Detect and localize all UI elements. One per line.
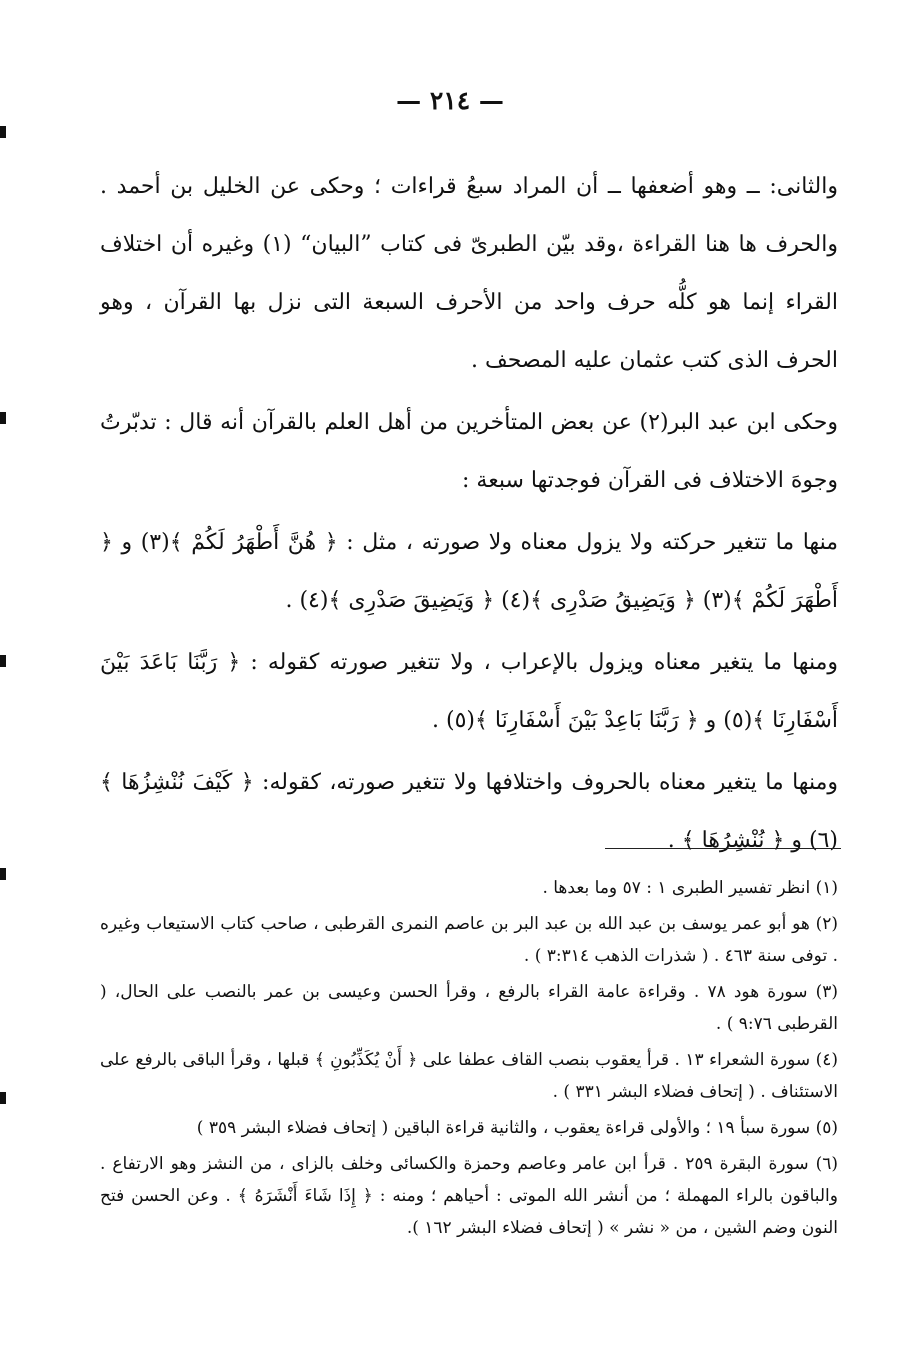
- page-number: — ٢١٤ —: [396, 86, 504, 115]
- paragraph: منها ما تتغير حركته ولا يزول معناه ولا صورته ، مثل : ﴿ هُنَّ أَطْهَرُ لَكُمْ ﴾(٣) و ﴿ أَطْهَرَ لَكُمْ ﴾(٣) ﴿ وَيَضِيقُ صَدْرِى ﴾(٤) ﴿ وَيَضِيقَ صَدْرِى ﴾(٤) .: [100, 530, 838, 613]
- scan-edge-mark: [0, 655, 6, 667]
- footnote: (٦) سورة البقرة ٢٥٩ . قرأ ابن عامر وعاصم وحمزة والكسائى وخلف بالزاى ، من النشز وهو الارتفاع . والباقون بالراء المهملة ؛ من أنشر الله الموتى : أحياهم ؛ ومنه : ﴿ إِذَا شَاءَ أَنْشَرَهُ ﴾ . وعن الحسن فتح النون وضم الشين ، من « نشر » ( إتحاف فضلاء البشر ١٦٢ ).: [100, 1154, 838, 1238]
- main-text: [100, 158, 838, 874]
- scan-edge-mark: [0, 412, 6, 424]
- footnote: (١) انظر تفسير الطبرى ١ : ٥٧ وما بعدها .: [542, 878, 838, 898]
- paragraph: وحكى ابن عبد البر(٢) عن بعض المتأخرين من أهل العلم بالقرآن أنه قال : تدبّرتُ وجوهَ الاختلاف فى القرآن فوجدتها سبعة :: [100, 410, 838, 493]
- footnote: (٤) سورة الشعراء ١٣ . قرأ يعقوب بنصب القاف عطفا على ﴿ أَنْ يُكَذِّبُونِ ﴾ قبلها ، وقرأ الباقى بالرفع على الاستئناف . ( إتحاف فضلاء البشر ٣٣١ ) .: [100, 1050, 838, 1102]
- footnote-separator: [605, 848, 841, 849]
- paragraph: ومنها ما يتغير معناه بالحروف واختلافها ولا تتغير صورته، كقوله: ﴿ كَيْفَ نُنْشِزُهَا ﴾(٦) و ﴿ نُنْشِرُهَا ﴾ .: [100, 770, 838, 853]
- scan-edge-mark: [0, 1092, 6, 1104]
- footnotes: [100, 872, 838, 1248]
- paragraph: ومنها ما يتغير معناه ويزول بالإعراب ، ولا تتغير صورته كقوله : ﴿ رَبَّنَا بَاعَدَ بَيْنَ أَسْفَارِنَا ﴾(٥) و ﴿ رَبَّنَا بَاعِدْ بَيْنَ أَسْفَارِنَا ﴾(٥) .: [100, 650, 838, 733]
- scan-edge-mark: [0, 126, 6, 138]
- footnote: (٣) سورة هود ٧٨ . وقراءة عامة القراء بالرفع ، وقرأ الحسن وعيسى بن عمر بالنصب على الحال، ( القرطبى ٩:٧٦ ) .: [100, 982, 838, 1034]
- footnote: (٢) هو أبو عمر يوسف بن عبد الله بن عبد البر بن عاصم النمرى القرطبى ، صاحب كتاب الاستيعاب وغيره . توفى سنة ٤٦٣ . ( شذرات الذهب ٣:٣١٤ ) .: [100, 914, 839, 966]
- scan-edge-mark: [0, 868, 6, 880]
- paragraph: والثانى: ــ وهو أضعفها ــ أن المراد سبعُ قراءات ؛ وحكى عن الخليل بن أحمد . والحرف ها هنا القراءة ،وقد بيّن الطبرىّ فى كتاب ”البيان“ (١) وغيره أن اختلاف القراء إنما هو كلُّه حرف واحد من الأحرف السبعة التى نزل بها القرآن ، وهو الحرف الذى كتب عثمان عليه المصحف .: [100, 174, 838, 373]
- footnote: (٥) سورة سبأ ١٩ ؛ والأولى قراءة يعقوب ، والثانية قراءة الباقين ( إتحاف فضلاء البشر ٣٥٩ ): [196, 1118, 838, 1138]
